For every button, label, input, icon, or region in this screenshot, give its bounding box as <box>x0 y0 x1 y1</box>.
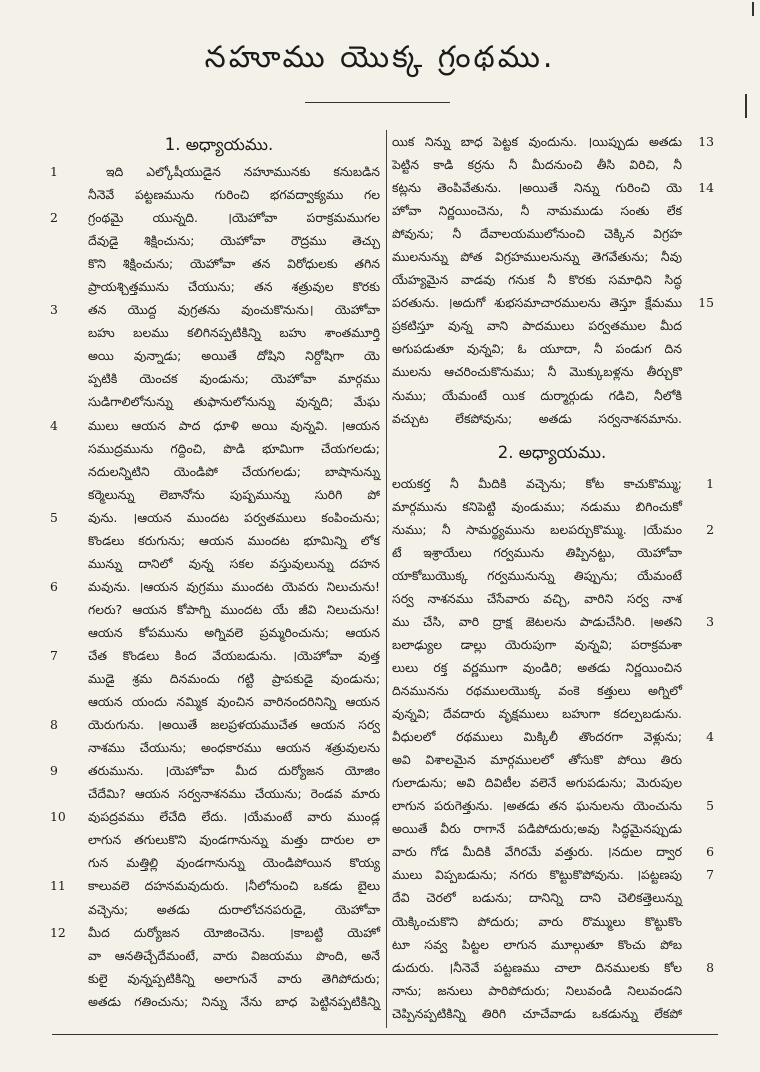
text-line <box>58 621 380 644</box>
verse-number: 7 <box>50 647 58 663</box>
text-line <box>392 153 712 176</box>
line-text: గులాడును; అవి దివిటీల వలెనే అగుపడును; మెరుపుల <box>392 775 682 791</box>
line-text: పరతును. ।అదుగో శుభసమాచారములను తెస్తూ క్షేమము <box>392 295 682 311</box>
text-line <box>392 407 712 430</box>
text-line <box>50 160 380 183</box>
line-text: తన యొద్ద వుగ్రతను వుంచుకొనును। యెహోవా <box>88 302 380 318</box>
line-text: ప్రాయశ్చిత్తమును చేయును; తన శత్రువుల కొరకు <box>88 279 380 295</box>
text-line <box>392 910 712 933</box>
line-text: వును. ।ఆయన ముందట పర్వతములు కంపించును; <box>88 509 380 525</box>
text-line <box>58 690 380 713</box>
line-text: ప్రకటిస్తూ వున్న వాని పాదములు పర్వతముల మీద <box>392 318 682 334</box>
line-text: హోవా నిర్ణయించెను, నీ నామముడు సంతు లేక <box>392 203 682 219</box>
text-line <box>392 268 712 291</box>
column-divider <box>386 130 387 1028</box>
verse-number: 4 <box>50 417 58 433</box>
verse-number: 6 <box>50 578 58 594</box>
line-text: కులై వున్నప్పటికిన్ని అలాగునే వారు తెగిపోదురు; <box>88 970 380 986</box>
line-text: అవి విశాలమైన మార్గములలో తోసుకొ పోయి తిరు <box>392 752 682 768</box>
line-text: యెక్కించుకొని పోదురు; వారు రొమ్ములు కొట్టుకొం <box>392 913 682 929</box>
text-line <box>392 817 712 840</box>
line-text: నాను; జనులు పారిపోదురు; నిలువండి నిలువండని <box>392 982 682 998</box>
text-line <box>58 183 380 206</box>
line-text: మార్గమును కనిపెట్టి వుండుము; నడుము బిగించుకో <box>392 498 682 514</box>
text-line <box>392 679 712 702</box>
verse-number: 2 <box>50 210 58 226</box>
line-text: గలరు? ఆయన కోపాగ్ని ముందట యే జీవి నిలుచును! <box>88 601 380 617</box>
line-text: చెప్పినప్పటికిన్ని తిరిగి చూచేవాడు ఒకడున్ను లేకపో <box>392 1005 682 1021</box>
text-line <box>392 794 712 817</box>
margin-mark <box>752 2 754 16</box>
verse-number: 12 <box>50 924 66 940</box>
text-line <box>392 587 712 610</box>
line-text: ముడై శ్రమ దినమందు గట్టి ప్రాపకుడై వుండును; <box>88 671 380 687</box>
text-line <box>58 667 380 690</box>
line-text: ములు ఆయన పాద ధూళి అయి వున్నవి. ।ఆయన <box>88 417 380 433</box>
line-text: వీధులలో రథములు మిక్కిలీ తొందరగా వెళ్లును; <box>392 729 682 745</box>
text-line <box>392 748 712 771</box>
line-text: గ్రంథమై యున్నది. ।యెహోవా పరాక్రమముగల <box>88 210 380 226</box>
text-line <box>392 633 712 656</box>
line-text: చేత కొండలు కింద వేయబడును. ।యెహోవా వుత్త <box>88 647 380 663</box>
text-line <box>58 851 380 874</box>
line-text: యెరుగును. ।అయితే జలప్రళయముచేత ఆయన సర్వ <box>88 717 380 733</box>
verse-number: 1 <box>706 475 714 491</box>
line-text: లాగున పరుగెత్తును. ।అతడు తన ఘనులను యెంచును <box>392 798 682 814</box>
margin-mark <box>745 94 747 118</box>
text-line <box>58 437 380 460</box>
text-line <box>392 199 712 222</box>
line-text: దేవుడై శిక్షించును; యెహోవా రౌద్రము తెచ్చు <box>88 233 380 249</box>
text-line <box>392 564 712 587</box>
line-text: నీనెవే పట్టణమును గురించి భగవద్వాక్యము గల <box>88 187 380 203</box>
text-line <box>50 644 380 667</box>
verse-number: 3 <box>706 613 714 629</box>
text-line <box>58 782 380 805</box>
text-line <box>392 725 712 748</box>
line-text: వా ఆనతిచ్చేదేమంటే, వారు విజయము పొంది, అనే <box>88 947 380 963</box>
line-text: యేహ్యమైన వాడవు గనుక నీ కొరకు సమాధిని సిద్ధ <box>392 272 682 288</box>
line-text: వచ్చెను; అతడు దురాలోచనపరుడై, యెహోవా <box>88 901 380 917</box>
line-text: ఆయన యందు నమ్మిక వుంచిన వారినందరినిన్ని ఆయన <box>88 694 380 710</box>
verse-number: 11 <box>50 878 66 894</box>
verse-number: 13 <box>698 134 714 149</box>
verse-number: 8 <box>50 717 58 733</box>
line-text: మున్ను దానిలో వున్న సకల వస్తువులున్ను దహన <box>88 555 380 571</box>
text-line <box>392 291 712 314</box>
text-line <box>392 656 712 679</box>
text-line <box>58 552 380 575</box>
text-line <box>50 874 380 897</box>
text-line <box>58 598 380 621</box>
verse-number: 6 <box>706 844 714 860</box>
verse-number: 8 <box>706 959 714 975</box>
text-line <box>58 252 380 275</box>
verse-number: 3 <box>50 302 58 318</box>
line-text: నాశము చేయును; అంధకారము ఆయన శత్రువులను <box>88 740 380 756</box>
line-text: ములు విప్పబడును; నగరు కొట్టుకొపోవును. ।పట్టణపు <box>392 867 682 883</box>
line-text: కట్లను తెంపివేతును. ।అయితే నిన్ను గురించి యె <box>392 180 682 196</box>
text-line <box>392 130 712 153</box>
verse-number: 7 <box>706 867 714 883</box>
line-text: వున్నవి; దేవదారు వృక్షములు బహుగా కదల్పబడును. <box>392 706 682 722</box>
line-text: ప్పటికి యెంచక వుండును; యెహోవా మార్గము <box>88 371 380 387</box>
verse-number: 5 <box>706 798 714 814</box>
text-line <box>392 1002 712 1025</box>
line-text: పోవును; నీ దేవాలయములోనుంచి చెక్కిన విగ్రహ <box>392 226 682 242</box>
line-text: దినమునను రథములయొక్క వంకె కత్తులు అగ్నిలో <box>392 683 682 699</box>
verse-number: 14 <box>698 180 714 196</box>
text-line <box>392 886 712 909</box>
line-text: నదులన్నిటిని యెండిపో చేయగలడు; బాషానున్ను <box>88 463 380 479</box>
text-line <box>392 771 712 794</box>
line-text: అయి వున్నాడు; అయితే దోషిని నిర్దోషిగా యె <box>88 348 380 364</box>
line-text: గున మత్తిల్లి వుండగానున్ను యెండిపోయిన కొయ్య <box>88 855 380 871</box>
text-line <box>392 541 712 564</box>
text-line <box>50 921 380 944</box>
line-text: వుపద్రవము లేచేది లేదు. ।యేమంటే వారు ముండ్ల <box>88 809 380 825</box>
verse-number: 15 <box>698 295 714 311</box>
text-line <box>50 506 380 529</box>
chapter-heading: 1. అధ్యాయము. <box>164 135 274 154</box>
text-line <box>392 933 712 956</box>
line-text: అతడు గతించును; నిన్ను నేను బాధ పెట్టినప్పటికిన్ని <box>88 993 380 1009</box>
line-text: ఇది ఎల్కోషీయుడైన నహూమునకు కనుబడిన <box>106 164 380 179</box>
line-text: యిక నిన్ను బాధ పెట్టక వుందును. ।యిప్పుడు అతడు <box>392 134 682 149</box>
text-line <box>392 245 712 268</box>
text-line <box>392 360 712 383</box>
line-text: చేదేమి? ఆయన సర్వనాశనము చేయును; రెండవ మారు <box>88 786 380 802</box>
line-text: ములను ఆచరించుకొనుము; నీ మొక్కుబళ్లను తీర్చుకొ <box>392 364 682 380</box>
line-text: వారు గోడ మీదికి వేగిరమే వత్తురు. ।నదుల ద్వార <box>392 844 682 860</box>
text-line <box>58 944 380 967</box>
line-text: లయకర్త నీ మీదికి వచ్చెను; కోట కాచుకొమ్ము; <box>392 475 682 491</box>
text-line <box>58 367 380 390</box>
line-text: లులు రక్త వర్ణముగా వుండిరి; అతడు నిర్ణయించిన <box>392 659 682 675</box>
line-text: లాగున తగులుకొని వుండగానున్ను మత్తు దారుల లా <box>88 832 380 848</box>
line-text: అయితే వీరు రాగానే పడిపోదురు;అవు సిద్ధమైనప్పుడు <box>392 821 682 837</box>
text-line <box>58 828 380 851</box>
text-line <box>58 529 380 552</box>
line-text: బలాఢ్యుల డాల్లు యెరుపుగా వున్నవి; పరాక్రమశా <box>392 636 682 652</box>
text-line <box>58 460 380 483</box>
line-text: డుదురు. ।నీనెవే పట్టణము చాలా దినములకు కోల <box>392 959 682 975</box>
text-line <box>392 222 712 245</box>
text-line <box>392 956 712 979</box>
verse-number: 2 <box>706 521 714 537</box>
line-text: యాకోబుయొక్క గర్వమునున్ను తిప్పును; యేమంటే <box>392 567 682 583</box>
text-line <box>58 483 380 506</box>
verse-number: 1 <box>50 164 58 179</box>
text-line <box>50 298 380 321</box>
text-line <box>58 321 380 344</box>
verse-number: 9 <box>50 763 58 779</box>
text-line <box>392 610 712 633</box>
line-text: కొండలు కరుగును; ఆయన ముందట భూమిన్ని లోక <box>88 532 380 548</box>
bottom-rule <box>52 1034 718 1035</box>
right-column <box>392 130 712 1025</box>
text-line <box>58 275 380 298</box>
line-text: మీద దుర్యోజన యోజించెను. ।కాబట్టి యెహో <box>88 924 380 940</box>
chapter-heading: 2. అధ్యాయము. <box>497 442 607 462</box>
line-text: కాలువలె దహనమవుదురు. ।నీలోనుంచి ఒకడు బైలు <box>88 878 380 894</box>
line-text: ఆయన కోపమును అగ్నివలె ప్రమ్మరించును; ఆయన <box>88 624 380 640</box>
line-text: దేవి చెరలో బడును; దానిన్ని దాని చెలికత్తెలున్ను <box>392 890 682 906</box>
text-line <box>392 337 712 360</box>
text-line <box>50 759 380 782</box>
line-text: టూ సవ్వ పిట్టల లాగున మూల్గుతూ కొంచు పోబ <box>392 936 682 952</box>
line-text: బహు బలము కలిగినప్పటికిన్ని బహు శాంతమూర్తి <box>88 325 380 341</box>
title-rule <box>305 102 450 103</box>
text-line <box>58 390 380 413</box>
line-text: నుము; నీ సామర్థ్యమును బలపర్చుకొమ్ము. ।యేమం <box>392 521 682 537</box>
verse-number: 10 <box>50 809 66 825</box>
line-text: తరుమును. ।యెహోవా మీద దుర్యోజన యోజిం <box>88 763 380 779</box>
line-text: సుడిగాలిలోనున్ను తుఫానులోనున్ను వున్నది; మేఘ <box>88 394 380 410</box>
text-line <box>392 979 712 1002</box>
line-text: ము చేసి, వారి ద్రాక్ష జెటలను పాడుచేసిరి. ।అతని <box>392 613 682 629</box>
text-line <box>392 472 712 495</box>
line-text: టే ఇశ్రాయేలు గర్వమును తిప్పినట్టు, యెహోవా <box>392 544 682 560</box>
text-line <box>392 840 712 863</box>
text-line <box>392 384 712 407</box>
text-line <box>58 736 380 759</box>
text-line <box>392 863 712 886</box>
line-text: సముద్రమును గద్దించి, పొడి భూమిగా చేయగలడు; <box>88 440 380 456</box>
text-line <box>58 990 380 1013</box>
text-line <box>50 805 380 828</box>
text-line <box>392 176 712 199</box>
line-text: అగుపడుతూ వున్నవి; ఓ యూదా, నీ పండుగ దిన <box>392 341 682 357</box>
line-text: పెట్టిన కాడి కర్రను నీ మీదనుంచి తీసి విరిచి, నీ <box>392 157 682 173</box>
line-text: మవును. ।ఆయన వుగ్రము ముందట యెవరు నిలుచును! <box>88 578 380 594</box>
text-line <box>392 518 712 541</box>
text-line <box>50 414 380 437</box>
text-line <box>58 967 380 990</box>
page-title: నహూము యొక్క గ్రంథము. <box>204 40 556 75</box>
line-text: ములనున్ను పోత విగ్రహములనున్ను తెగవేతును; నీవు <box>392 249 682 265</box>
text-line <box>50 206 380 229</box>
left-column <box>50 130 380 1013</box>
line-text: సర్వ నాశనము చేసేవారు వచ్చి, వారిని సర్వ నాశ <box>392 590 682 606</box>
verse-number: 4 <box>706 729 714 745</box>
line-text: వచ్చుట లేకపోవును; అతడు సర్వనాశనమాను. <box>392 410 682 426</box>
text-line <box>50 575 380 598</box>
text-line <box>50 713 380 736</box>
text-line <box>392 495 712 518</box>
line-text: కొని శిక్షించును; యెహోవా తన విరోధులకు తగిన <box>88 256 380 272</box>
text-line <box>58 344 380 367</box>
text-line <box>58 229 380 252</box>
line-text: కర్మెలున్ను లెబానోను పుష్పమున్ను సురిగి పో <box>88 486 380 502</box>
line-text: నుము; యేమంటే యిక దుర్మార్గుడు గడిచి, నీలోకి <box>392 387 682 403</box>
text-line <box>58 898 380 921</box>
text-line <box>392 702 712 725</box>
verse-number: 5 <box>50 509 58 525</box>
text-line <box>392 314 712 337</box>
